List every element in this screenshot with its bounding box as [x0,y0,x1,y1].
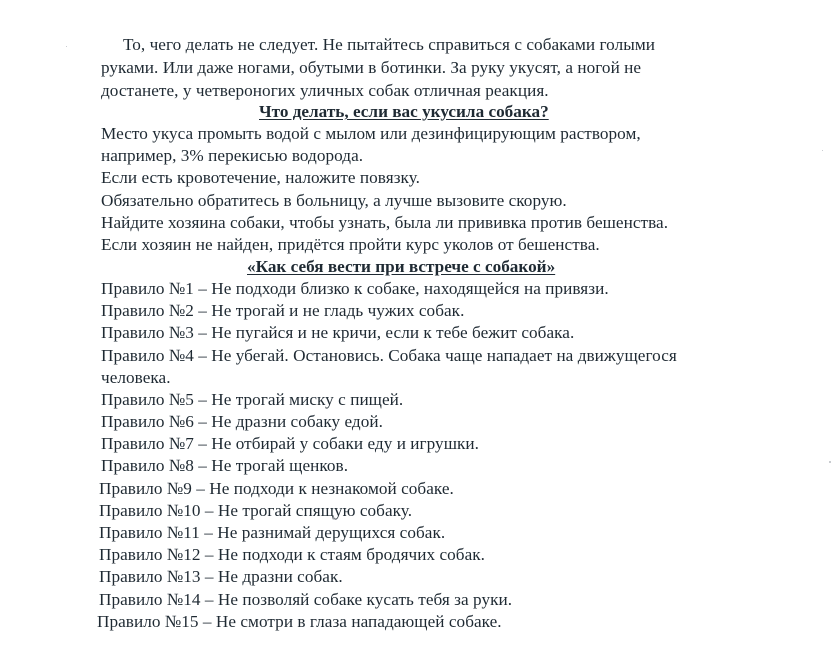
bite-line-5: Найдите хозяина собаки, чтобы узнать, была ли прививка против бешенства. [101,213,669,232]
intro-line-1: То, чего делать не следует. Не пытайтесь справиться с собаками голыми [123,35,655,54]
intro-line-2: руками. Или даже ногами, обутыми в ботинки. За руку укусят, а ногой не [101,58,642,77]
rule-line-3: Правило №3 – Не пугайся и не кричи, если к тебе бежит собака. [101,323,575,342]
rule-line-2: Правило №2 – Не трогай и не гладь чужих собак. [101,301,465,320]
rule-line-7: Правило №7 – Не отбирай у собаки еду и игрушки. [101,434,479,453]
scan-speck [829,461,831,463]
bite-line-3: Если есть кровотечение, наложите повязку. [101,168,420,187]
rule-line-12: Правило №12 – Не подходи к стаям бродячих собак. [99,545,486,564]
rule-line-4-continued: человека. [101,368,171,387]
bite-line-1: Место укуса промыть водой с мылом или дезинфицирующим раствором, [101,124,641,143]
rule-line-5: Правило №5 – Не трогай миску с пищей. [101,390,404,409]
intro-line-3: достанете, у четвероногих уличных собак отличная реакция. [101,81,549,100]
bite-line-6: Если хозяин не найден, придётся пройти курс уколов от бешенства. [101,235,600,254]
rule-line-4: Правило №4 – Не убегай. Остановись. Собака чаще нападает на движущегося [101,346,677,365]
rule-line-13: Правило №13 – Не дразни собак. [99,567,343,586]
rules-section-heading: «Как себя вести при встрече с собакой» [247,257,556,276]
bite-line-4: Обязательно обратитесь в больницу, а лучше вызовите скорую. [101,191,567,210]
rule-line-11: Правило №11 – Не разнимай дерущихся собак. [99,523,446,542]
scan-speck [822,150,823,151]
rule-line-1: Правило №1 – Не подходи близко к собаке, находящейся на привязи. [101,279,609,298]
rule-line-9: Правило №9 – Не подходи к незнакомой собаке. [99,479,454,498]
rule-line-8: Правило №8 – Не трогай щенков. [101,456,349,475]
rule-line-15: Правило №15 – Не смотри в глаза нападающей собаке. [97,612,502,631]
rule-line-10: Правило №10 – Не трогай спящую собаку. [99,501,413,520]
rule-line-14: Правило №14 – Не позволяй собаке кусать тебя за руки. [99,590,513,609]
bite-section-heading: Что делать, если вас укусила собака? [259,102,549,121]
bite-line-2: например, 3% перекисью водорода. [101,146,364,165]
scan-speck [66,46,67,47]
rule-line-6: Правило №6 – Не дразни собаку едой. [101,412,383,431]
